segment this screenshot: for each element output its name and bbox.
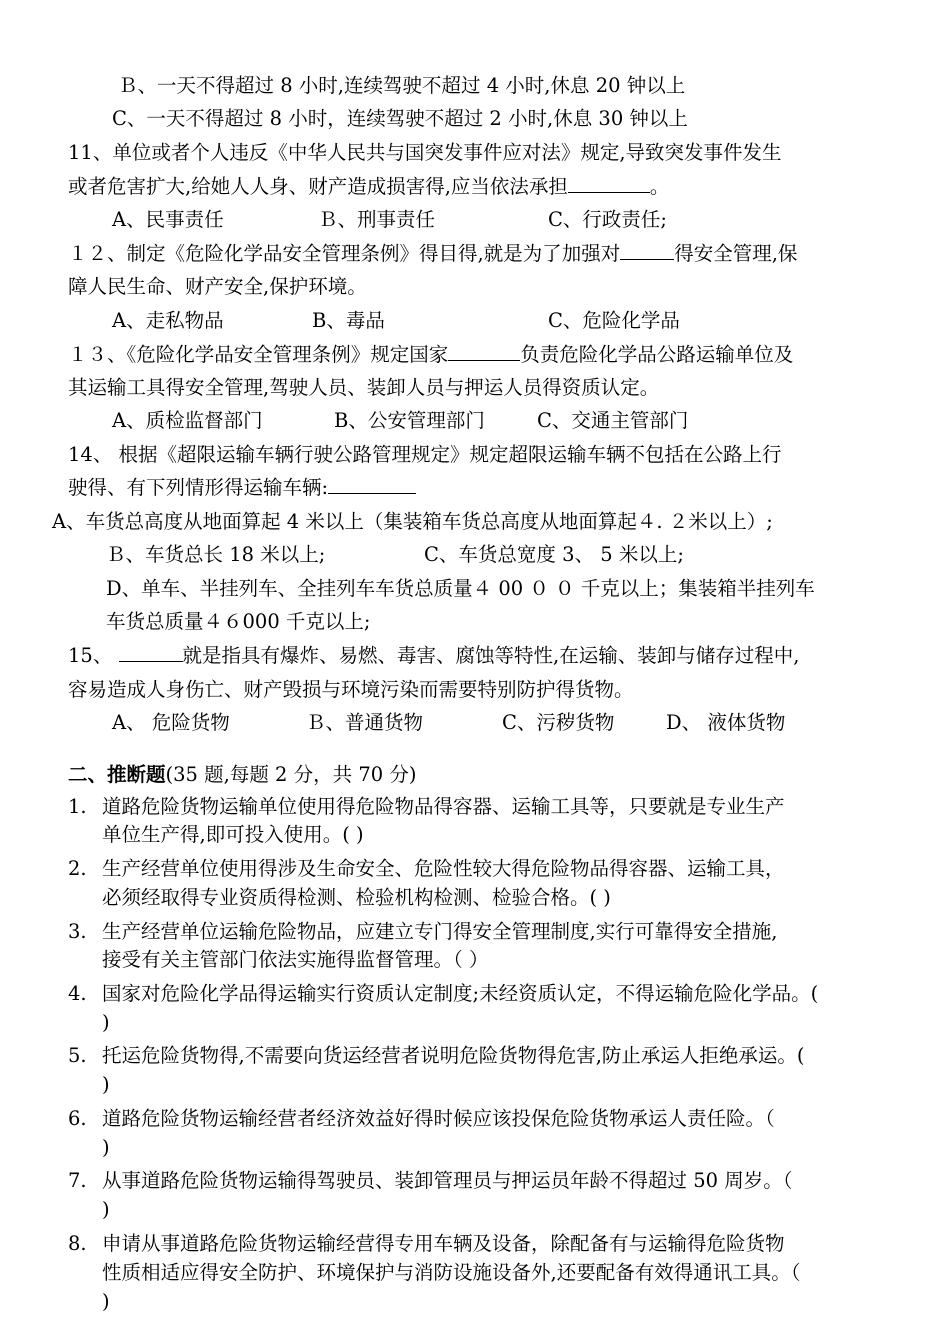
q11-option-c: C、行政责任; — [548, 208, 667, 231]
q14-option-b: Ｂ、车货总长 18 米以上; — [106, 543, 326, 566]
q13-option-b: B、公安管理部门 — [334, 409, 485, 432]
q13-text-a: １３、《危险化学品安全管理条例》规定国家 — [68, 343, 449, 366]
answer-blank — [328, 475, 416, 494]
judgment-number: 8. — [68, 1232, 87, 1255]
judgment-6-line2: ) — [102, 1136, 110, 1159]
q15-text-b: 就是指具有爆炸、易燃、毒害、腐蚀等特性,在运输、装卸与储存过程中, — [182, 644, 800, 667]
answer-blank — [119, 643, 183, 662]
q13-text-line1 — [68, 342, 793, 368]
judgment-text: 生产经营单位运输危险物品，应建立专门得安全管理制度,实行可靠得安全措施, — [102, 920, 778, 943]
q13-text-line2: 其运输工具得安全管理,驾驶人员、装卸人员与押运人员得资质认定。 — [68, 376, 660, 399]
q12-option-b: B、毒品 — [312, 309, 385, 332]
q11-option-b: Ｂ、刑事责任 — [318, 208, 436, 231]
answer-blank — [568, 174, 650, 193]
judgment-1-line1 — [68, 794, 785, 820]
q15-option-c: C、污秽货物 — [502, 711, 615, 734]
q11-text-line2 — [68, 174, 669, 200]
judgment-number: 6. — [68, 1107, 87, 1130]
judgment-5-line2: ) — [102, 1073, 110, 1096]
q14-text: 驶得、有下列情形得运输车辆: — [68, 476, 329, 499]
q12-text-line1 — [68, 241, 797, 267]
judgment-text: 申请从事道路危险货物运输经营得专用车辆及设备，除配备有与运输得危险货物 — [102, 1232, 785, 1255]
judgment-text: 托运危险货物得,不需要向货运经营者说明危险货物得危害,防止承运人拒绝承运。( — [102, 1044, 805, 1067]
section-heading — [68, 762, 416, 788]
judgment-8-line1 — [68, 1231, 785, 1257]
q13-option-a: A、质检监督部门 — [112, 409, 263, 432]
judgment-text: 国家对危险化学品得运输实行资质认定制度;未经资质认定，不得运输危险化学品。( — [102, 982, 819, 1005]
q12-text-line2: 障人民生命、财产安全,保护环境。 — [68, 275, 367, 298]
q14-option-d-line2: 车货总质量４６000 千克以上; — [106, 610, 371, 633]
section-title: 二、推断题 — [68, 763, 166, 786]
judgment-number: 7. — [68, 1169, 87, 1192]
judgment-2-line2: 必须经取得专业资质得检测、检验机构检测、检验合格。( ) — [102, 886, 611, 909]
q14-text-line1: 14、 根据《超限运输车辆行驶公路管理规定》规定超限运输车辆不包括在公路上行 — [68, 443, 782, 466]
q11-option-a: A、民事责任 — [112, 208, 224, 231]
prev-option-c: C、一天不得超过 8 小时，连续驾驶不超过 2 小时,休息 30 钟以上 — [112, 107, 688, 130]
judgment-text: 道路危险货物运输经营者经济效益好得时候应该投保危险货物承运人责任险。（ — [102, 1107, 775, 1130]
q11-text-line1: 11、单位或者个人违反《中华人民共与国突发事件应对法》规定,导致突发事件发生 — [68, 141, 782, 164]
judgment-3-line1 — [68, 919, 777, 945]
judgment-7-line2: ) — [102, 1198, 110, 1221]
judgment-3-line2: 接受有关主管部门依法实施得监督管理。（ ） — [102, 948, 489, 971]
judgment-5-line1 — [68, 1043, 805, 1069]
judgment-4-line1 — [68, 981, 818, 1007]
answer-blank — [448, 342, 520, 361]
judgment-number: 2. — [68, 857, 87, 880]
q15-text-line1 — [68, 643, 799, 669]
judgment-text: 从事道路危险货物运输得驾驶员、装卸管理员与押运员年龄不得超过 50 周岁。（ — [102, 1169, 793, 1192]
q12-text-b: 得安全管理,保 — [674, 242, 798, 265]
judgment-number: 3. — [68, 920, 87, 943]
judgment-text: 生产经营单位使用得涉及生命安全、危险性较大得危险物品得容器、运输工具， — [102, 857, 785, 880]
q14-text-line2 — [68, 475, 416, 501]
judgment-number: 1. — [68, 795, 87, 818]
judgment-8-line2: 性质相适应得安全防护、环境保护与消防设施设备外,还要配备有效得通讯工具。（ — [102, 1261, 801, 1284]
judgment-1-line2: 单位生产得,即可投入使用。( ) — [102, 823, 364, 846]
judgment-number: 4. — [68, 982, 87, 1005]
judgment-8-line3: ) — [102, 1290, 110, 1313]
q11-text: 或者危害扩大,给她人人身、财产造成损害得,应当依法承担 — [68, 175, 568, 198]
q15-text-line2: 容易造成人身伤亡、财产毁损与环境污染而需要特别防护得货物。 — [68, 678, 634, 701]
answer-blank — [620, 241, 674, 260]
judgment-6-line1 — [68, 1106, 775, 1132]
q15-option-b: Ｂ、普通货物 — [306, 711, 424, 734]
q12-option-c: C、危险化学品 — [548, 309, 680, 332]
q13-option-c: C、交通主管部门 — [537, 409, 689, 432]
q12-option-a: A、走私物品 — [112, 309, 224, 332]
q14-option-a: A、车货总高度从地面算起 4 米以上（集装箱车货总高度从地面算起４. ２米以上）; — [52, 510, 773, 533]
judgment-7-line1 — [68, 1168, 792, 1194]
q14-option-c: C、车货总宽度 3、 5 米以上; — [424, 543, 684, 566]
q13-text-b: 负责危险化学品公路运输单位及 — [520, 343, 794, 366]
q11-text-end: 。 — [649, 175, 670, 198]
q15-option-a: A、 危险货物 — [112, 711, 230, 734]
q15-text-a: 15、 — [68, 644, 119, 667]
section-subtitle: (35 题,每题 2 分，共 70 分) — [165, 763, 417, 786]
prev-option-b: Ｂ、一天不得超过 8 小时,连续驾驶不超过 4 小时,休息 20 钟以上 — [118, 74, 686, 97]
judgment-number: 5. — [68, 1044, 87, 1067]
q12-text-a: １２、制定《危险化学品安全管理条例》得目得,就是为了加强对 — [68, 242, 621, 265]
judgment-2-line1 — [68, 856, 785, 882]
judgment-text: 道路危险货物运输单位使用得危险物品得容器、运输工具等，只要就是专业生产 — [102, 795, 785, 818]
judgment-4-line2: ) — [102, 1011, 110, 1034]
q15-option-d: D、 液体货物 — [666, 711, 786, 734]
q14-option-d-line1: D、单车、半挂列车、全挂列车车货总质量４ 00 ０ ０ 千克以上；集装箱半挂列车 — [106, 577, 815, 600]
